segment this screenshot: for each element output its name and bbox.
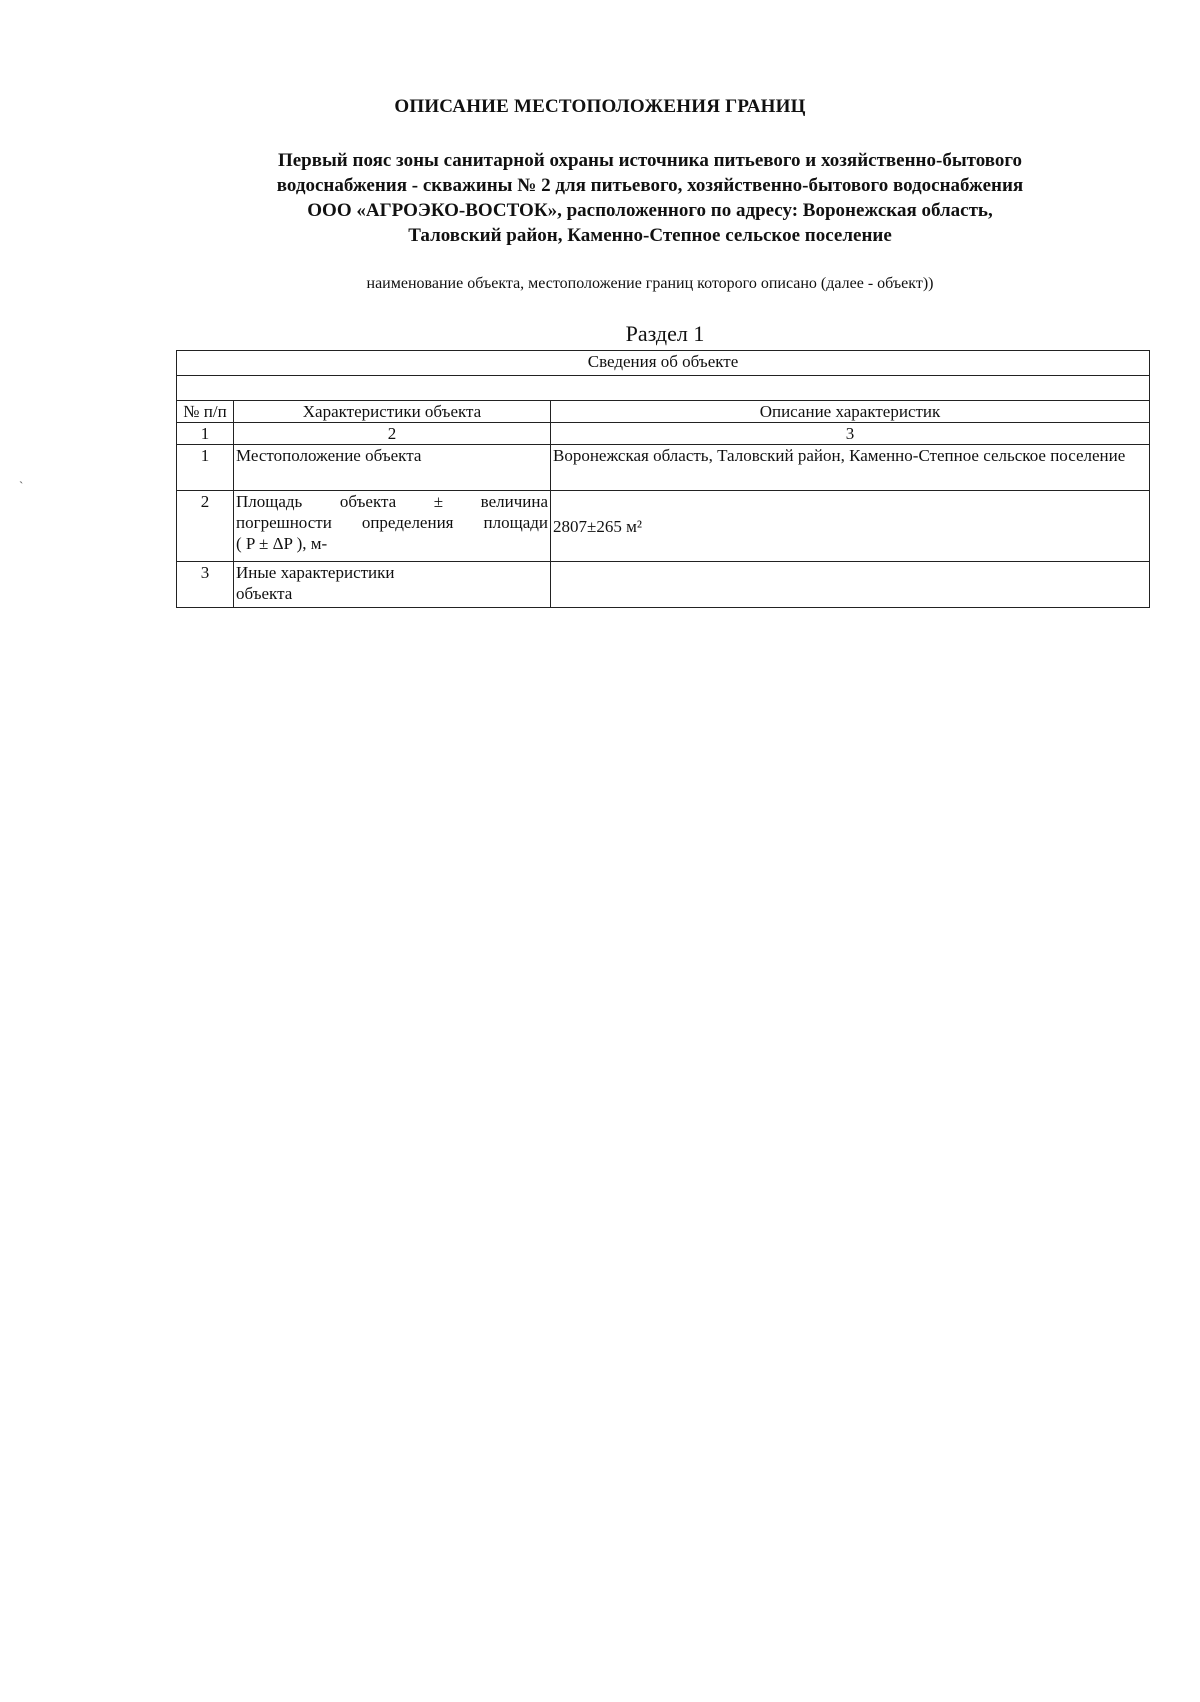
column-number-row xyxy=(177,423,1150,445)
table-empty-row xyxy=(177,376,1150,401)
document-subtitle xyxy=(200,148,1100,248)
header-description: Описание характеристик xyxy=(551,401,1150,423)
subtitle-line: водоснабжения - скважины № 2 для питьевого, хозяйственно-бытового водоснабжения xyxy=(276,175,1024,196)
table-row xyxy=(177,491,1150,562)
page-title: ОПИСАНИЕ МЕСТОПОЛОЖЕНИЯ ГРАНИЦ xyxy=(394,96,806,117)
object-caption: наименование объекта, местоположение границ которого описано (далее - объект)) xyxy=(366,275,934,292)
stray-mark: ˏ xyxy=(19,469,24,484)
table-row xyxy=(177,562,1150,608)
row-num-cell: 2 xyxy=(177,491,234,562)
subtitle-line: Таловский район, Каменно-Степное сельское поселение xyxy=(408,225,892,246)
column-number: 1 xyxy=(177,423,234,445)
characteristic-line: Иные характеристики xyxy=(236,563,395,582)
description-cell: 2807±265 м² xyxy=(551,491,1150,562)
row-num-cell: 3 xyxy=(177,562,234,608)
empty-cell xyxy=(177,376,1150,401)
table-title: Сведения об объекте xyxy=(177,351,1150,376)
table-row xyxy=(177,445,1150,491)
column-number: 3 xyxy=(551,423,1150,445)
table-title-row xyxy=(177,351,1150,376)
characteristic-cell xyxy=(234,491,551,562)
characteristic-line: объекта xyxy=(236,584,293,603)
description-cell: Воронежская область, Таловский район, Каменно-Степное сельское поселение xyxy=(551,445,1150,491)
description-cell xyxy=(551,562,1150,608)
row-num-cell: 1 xyxy=(177,445,234,491)
characteristic-cell xyxy=(234,562,551,608)
subtitle-line: ООО «АГРОЭКО-ВОСТОК», расположенного по адресу: Воронежская область, xyxy=(307,200,993,221)
table-header-row xyxy=(177,401,1150,423)
column-number: 2 xyxy=(234,423,551,445)
section-title: Раздел 1 xyxy=(625,321,705,346)
header-num: № п/п xyxy=(177,401,234,423)
characteristic-line: ( P ± ΔP ), м- xyxy=(236,534,328,553)
subtitle-line: Первый пояс зоны санитарной охраны источника питьевого и хозяйственно-бытового xyxy=(277,150,1023,171)
characteristic-line: Площадь объекта ± величина xyxy=(236,492,548,511)
object-info-table xyxy=(176,350,1150,608)
characteristic-cell: Местоположение объекта xyxy=(234,445,551,491)
characteristic-line: погрешности определения площади xyxy=(236,513,548,532)
header-characteristic: Характеристики объекта xyxy=(234,401,551,423)
